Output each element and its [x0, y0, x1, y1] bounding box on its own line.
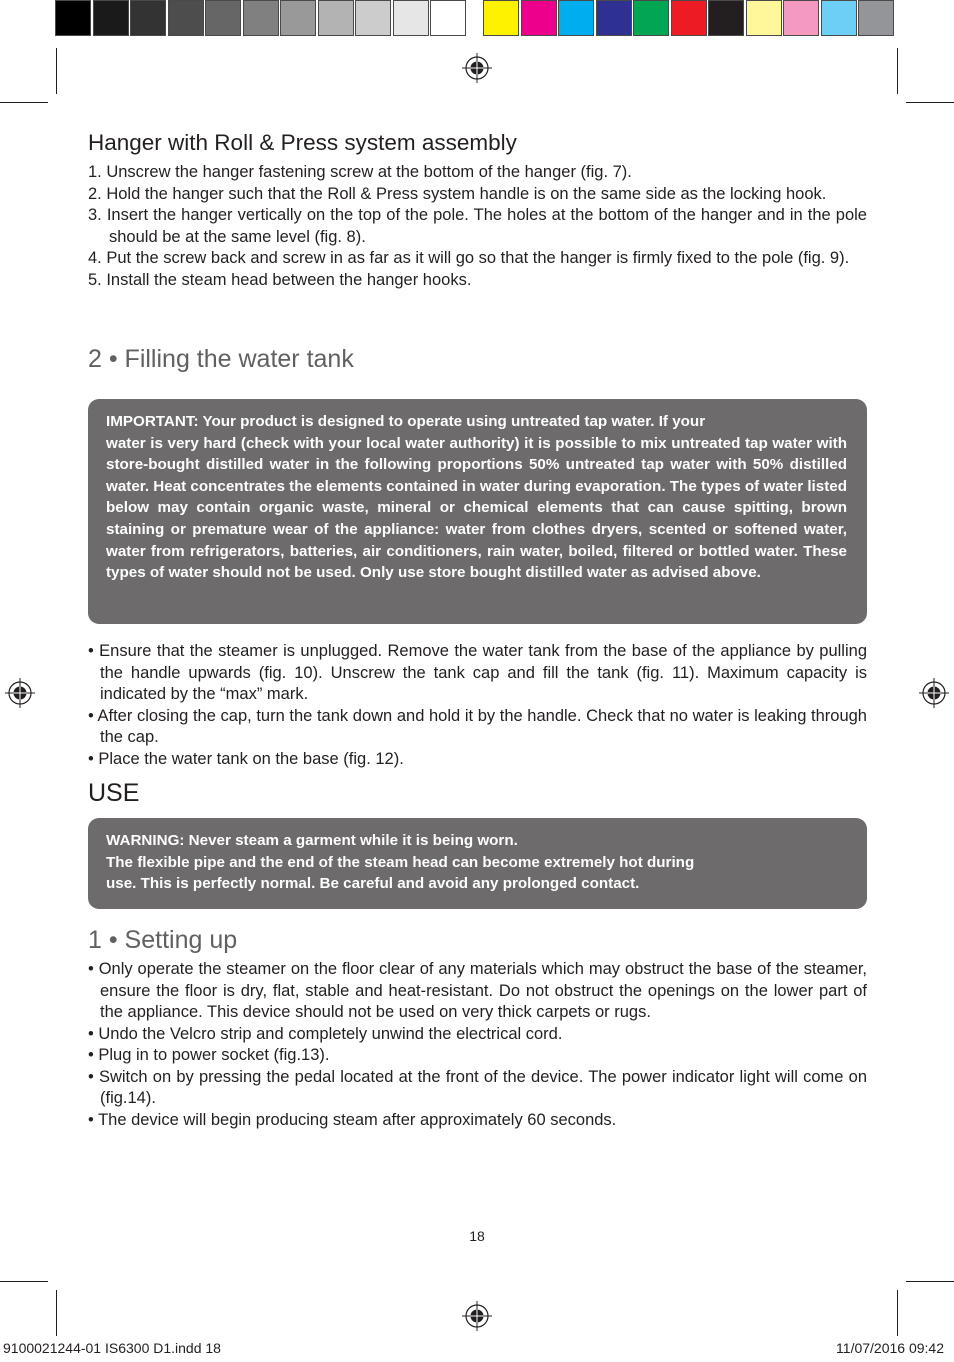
list-item: • Plug in to power socket (fig.13). [88, 1046, 330, 1064]
list-item: • Ensure that the steamer is unplugged. Remove the water tank from the base of the appliance by pulling the handle upwards (fig. 10). Unscrew the tank cap and fill the tank (fig. 11). Maximum capacity is indicated by the “max” mark. [88, 642, 867, 703]
color-swatch [93, 0, 129, 36]
color-swatch [430, 0, 466, 36]
filling-bullets [88, 641, 867, 770]
registration-mark-icon [462, 53, 492, 83]
warning-line: The flexible pipe and the end of the steam head can become extremely hot during [106, 853, 695, 871]
crop-mark [897, 1290, 898, 1336]
color-swatch [318, 0, 354, 36]
warning-line: use. This is perfectly normal. Be careful and avoid any prolonged contact. [106, 875, 640, 893]
color-swatch [205, 0, 241, 36]
color-swatch [708, 0, 744, 36]
color-swatch [168, 0, 204, 36]
setting-up-bullets [88, 959, 867, 1131]
crop-mark [906, 1281, 954, 1282]
list-item: 2. Hold the hanger such that the Roll & Press system handle is on the same side as the locking hook. [88, 184, 827, 203]
color-swatch [671, 0, 707, 36]
filling-heading: 2 • Filling the water tank [88, 345, 354, 373]
list-item: 4. Put the screw back and screw in as far as it will go so that the hanger is firmly fixed to the pole (fig. 9). [88, 249, 850, 267]
color-swatch [596, 0, 632, 36]
print-timestamp: 11/07/2016 09:42 [836, 1340, 944, 1356]
list-item: • Undo the Velcro strip and completely unwind the electrical cord. [88, 1024, 563, 1043]
list-item: 3. Insert the hanger vertically on the top of the pole. The holes at the bottom of the hanger and in the pole should be at the same level (fig. 8). [88, 206, 867, 246]
crop-mark [56, 1290, 57, 1336]
registration-mark-icon [462, 1301, 492, 1331]
use-section [88, 779, 867, 808]
color-swatch [558, 0, 594, 36]
important-text: water is very hard (check with your local water authority) it is possible to mix untreated tap water with store-bought distilled water in the following proportions 50% untreated tap water with 50% distilled water. Heat concentrates the elements contained in water during evaporation. The types of water listed below may contain organic waste, mineral or chemical elements that can cause spitting, brown staining or premature wear of the appliance: water from clothes dryers, scented or softened water, water from refrigerators, batteries, air conditioners, rain water, boiled, filtered or bottled water. These types of water should not be used. Only use store bought distilled water as advised above. [106, 434, 847, 582]
warning-line: WARNING: Never steam a garment while it is being worn. [106, 832, 518, 849]
page-number: 18 [469, 1228, 485, 1244]
list-item: • After closing the cap, turn the tank down and hold it by the handle. Check that no water is leaking through the cap. [88, 706, 867, 746]
setting-up-section [88, 926, 867, 1131]
color-swatch [243, 0, 279, 36]
gray-swatch-strip [55, 0, 468, 40]
registration-mark-icon [5, 678, 35, 708]
color-swatch [821, 0, 857, 36]
color-swatch [521, 0, 557, 36]
color-swatch [633, 0, 669, 36]
crop-mark [56, 48, 57, 94]
warning-box [88, 818, 867, 909]
filling-section [88, 345, 867, 374]
list-item: • Switch on by pressing the pedal located at the front of the device. The power indicator light will come on (fig.14). [88, 1067, 867, 1107]
color-swatch [280, 0, 316, 36]
color-swatch [393, 0, 429, 36]
color-swatch [858, 0, 894, 36]
color-swatch [746, 0, 782, 36]
list-item: • The device will begin producing steam after approximately 60 seconds. [88, 1110, 617, 1129]
crop-mark [0, 1281, 48, 1282]
color-swatch [130, 0, 166, 36]
crop-mark [906, 102, 954, 103]
assembly-steps [88, 162, 867, 291]
list-item: 1. Unscrew the hanger fastening screw at the bottom of the hanger (fig. 7). [88, 163, 632, 181]
filling-instructions [88, 641, 867, 770]
color-swatch [783, 0, 819, 36]
file-info: 9100021244-01 IS6300 D1.indd 18 [3, 1340, 221, 1356]
important-first-line: IMPORTANT: Your product is designed to operate using untreated tap water. If your [106, 413, 706, 430]
important-notice-box [88, 399, 867, 624]
list-item: 5. Install the steam head between the hanger hooks. [88, 270, 472, 289]
registration-mark-icon [919, 678, 949, 708]
color-swatch [55, 0, 91, 36]
color-swatch [483, 0, 519, 36]
list-item: • Place the water tank on the base (fig. 12). [88, 749, 404, 768]
list-item: • Only operate the steamer on the floor clear of any materials which may obstruct the base of the steamer, ensure the floor is dry, flat, stable and heat-resistant. Do not obstruct the openings on the lower part of the appliance. This device should not be used on very thick carpets or rugs. [88, 960, 867, 1021]
assembly-heading: Hanger with Roll & Press system assembly [88, 130, 517, 155]
crop-mark [897, 48, 898, 94]
crop-mark [0, 102, 48, 103]
assembly-section [88, 130, 867, 291]
use-heading: USE [88, 779, 140, 807]
color-swatch [355, 0, 391, 36]
setting-up-heading: 1 • Setting up [88, 926, 238, 954]
color-swatch-strip [483, 0, 896, 40]
